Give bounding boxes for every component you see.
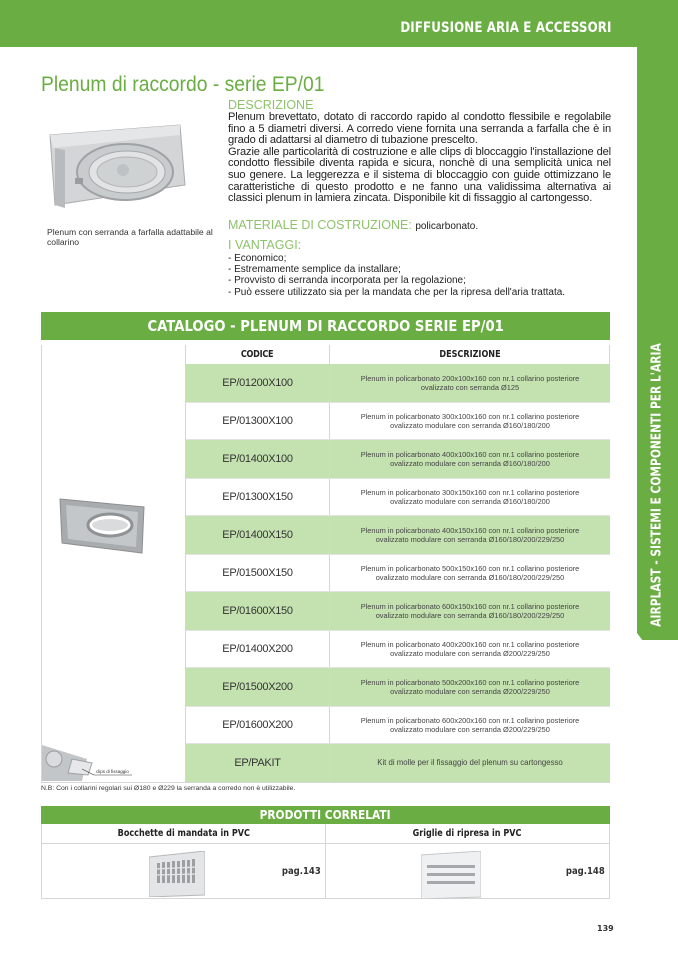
product-code: EP/01400X150	[186, 516, 330, 554]
table-row	[186, 478, 610, 516]
page-number: 139	[597, 924, 614, 933]
related-item-bocchette[interactable]	[42, 824, 325, 898]
product-description: Plenum in policarbonato 500x150x160 con nr.1 collarino posteriore ovalizzato modulare con serranda Ø160/180/200/229/250	[360, 563, 580, 582]
plenum-product-image	[45, 120, 195, 220]
column-header-code: CODICE	[186, 345, 330, 364]
material-label: MATERIALE DI COSTRUZIONE:	[228, 218, 412, 232]
related-item-title: Bocchette di mandata in PVC	[42, 824, 325, 844]
table-row	[186, 668, 610, 706]
related-products-table	[41, 824, 610, 899]
clips-kit-image	[42, 745, 185, 781]
advantage-item: - Estremamente semplice da installare;	[228, 264, 401, 276]
product-code: EP/01200X100	[186, 364, 330, 402]
product-description: Plenum in policarbonato 300x100x160 con nr.1 collarino posteriore ovalizzato modulare con serranda Ø160/180/200	[360, 411, 580, 430]
catalog-note: N.B: Con i collarini regolari sui Ø180 e Ø229 la serranda a corredo non è utilizzabile.	[41, 785, 296, 792]
catalog-header-row	[186, 345, 610, 364]
table-row	[186, 630, 610, 668]
related-products-title-bar: PRODOTTI CORRELATI	[41, 806, 610, 824]
table-row	[186, 516, 610, 554]
product-code: EP/PAKIT	[186, 744, 330, 782]
product-code: EP/01600X200	[186, 707, 330, 743]
advantages-list	[228, 253, 565, 298]
product-code: EP/01400X200	[186, 631, 330, 667]
catalog-table	[41, 345, 610, 783]
table-row	[186, 440, 610, 478]
advantages-heading: I VANTAGGI:	[228, 238, 302, 252]
product-code: EP/01500X200	[186, 668, 330, 706]
material-line	[228, 218, 478, 232]
related-item-title: Griglie di ripresa in PVC	[326, 824, 609, 844]
hero-caption: Plenum con serranda a farfalla adattabile al collarino	[47, 227, 213, 247]
advantage-item: - Provvisto di serranda incorporata per la regolazione;	[228, 275, 466, 287]
product-code: EP/01400X100	[186, 440, 330, 478]
clips-label: clips di fissaggio	[96, 769, 129, 774]
product-code: EP/01300X150	[186, 479, 330, 515]
column-header-description: DESCRIZIONE	[439, 348, 501, 360]
table-row	[186, 364, 610, 402]
product-description: Kit di molle per il fissaggio del plenum su cartongesso	[377, 758, 563, 768]
description-paragraph-1: Plenum brevettato, dotato di raccordo rapido al condotto flessibile e regolabile fino a 5 diametri diversi. A corredo viene fornita una serranda a farfalla che è in grado di adattarsi al diametro di tubazione prescelto.	[228, 111, 611, 147]
table-row	[186, 402, 610, 440]
description-paragraph-2: Grazie alle particolarità di costruzione e alle clips di bloccaggio l'installazione del condotto flessibile diventa rapida e sicura, nonchè di una semplicità unica nel suo genere. La leggerezza e il sistema di bloccaggio con guide ottimizzano le caratteristiche di questo prodotto e ne fanno una validissima alternativa ai classici plenum in lamiera zincata. Disponibile kit di fissaggio al cartongesso.	[228, 145, 611, 205]
table-row	[186, 744, 610, 782]
description-block	[228, 99, 611, 205]
product-code: EP/01300X100	[186, 403, 330, 439]
product-description: Plenum in policarbonato 400x200x160 con nr.1 collarino posteriore ovalizzato modulare con serranda Ø200/229/250	[360, 639, 580, 658]
catalog-image-column	[42, 345, 186, 782]
table-row	[186, 554, 610, 592]
product-description: Plenum in policarbonato 400x100x160 con nr.1 collarino posteriore ovalizzato modulare con serranda Ø160/180/200	[360, 449, 580, 468]
return-grille-image	[421, 851, 481, 899]
related-item-page-link[interactable]: pag.143	[282, 866, 321, 877]
product-code: EP/01600X150	[186, 592, 330, 630]
side-tab-label: AIRPLAST - SISTEMI E COMPONENTI PER L'ARIA	[649, 343, 665, 627]
related-item-griglie[interactable]	[325, 824, 609, 898]
product-code: EP/01500X150	[186, 555, 330, 591]
product-description: Plenum in policarbonato 200x100x160 con nr.1 collarino posteriore ovalizzato con serranda Ø125	[360, 373, 580, 392]
catalog-title-bar: CATALOGO - PLENUM DI RACCORDO SERIE EP/01	[41, 312, 610, 340]
related-item-page-link[interactable]: pag.148	[566, 866, 605, 877]
page-title: Plenum di raccordo - serie EP/01	[41, 73, 325, 96]
supply-grille-image	[149, 851, 205, 897]
table-row	[186, 706, 610, 744]
product-description: Plenum in policarbonato 500x200x160 con nr.1 collarino posteriore ovalizzato modulare con serranda Ø200/229/250	[360, 677, 580, 696]
top-header-band	[0, 0, 678, 47]
product-description: Plenum in policarbonato 600x200x160 con nr.1 collarino posteriore ovalizzato modulare con serranda Ø200/229/250	[360, 715, 580, 734]
advantage-item: - Economico;	[228, 253, 287, 264]
product-description: Plenum in policarbonato 400x150x160 con nr.1 collarino posteriore ovalizzato modulare con serranda Ø160/180/200/229/250	[360, 525, 580, 544]
material-value: policarbonato.	[415, 221, 479, 232]
table-row	[186, 592, 610, 630]
plenum-front-image	[58, 493, 148, 559]
advantage-item: - Può essere utilizzato sia per la mandata che per la ripresa dell'aria trattata.	[228, 286, 566, 298]
description-heading: DESCRIZIONE	[228, 98, 314, 112]
product-description: Plenum in policarbonato 600x150x160 con nr.1 collarino posteriore ovalizzato modulare con serranda Ø160/180/200/229/250	[360, 601, 580, 620]
product-description: Plenum in policarbonato 300x150x160 con nr.1 collarino posteriore ovalizzato modulare con serranda Ø160/180/200	[360, 487, 580, 506]
section-title: DIFFUSIONE ARIA E ACCESSORI	[400, 20, 612, 36]
